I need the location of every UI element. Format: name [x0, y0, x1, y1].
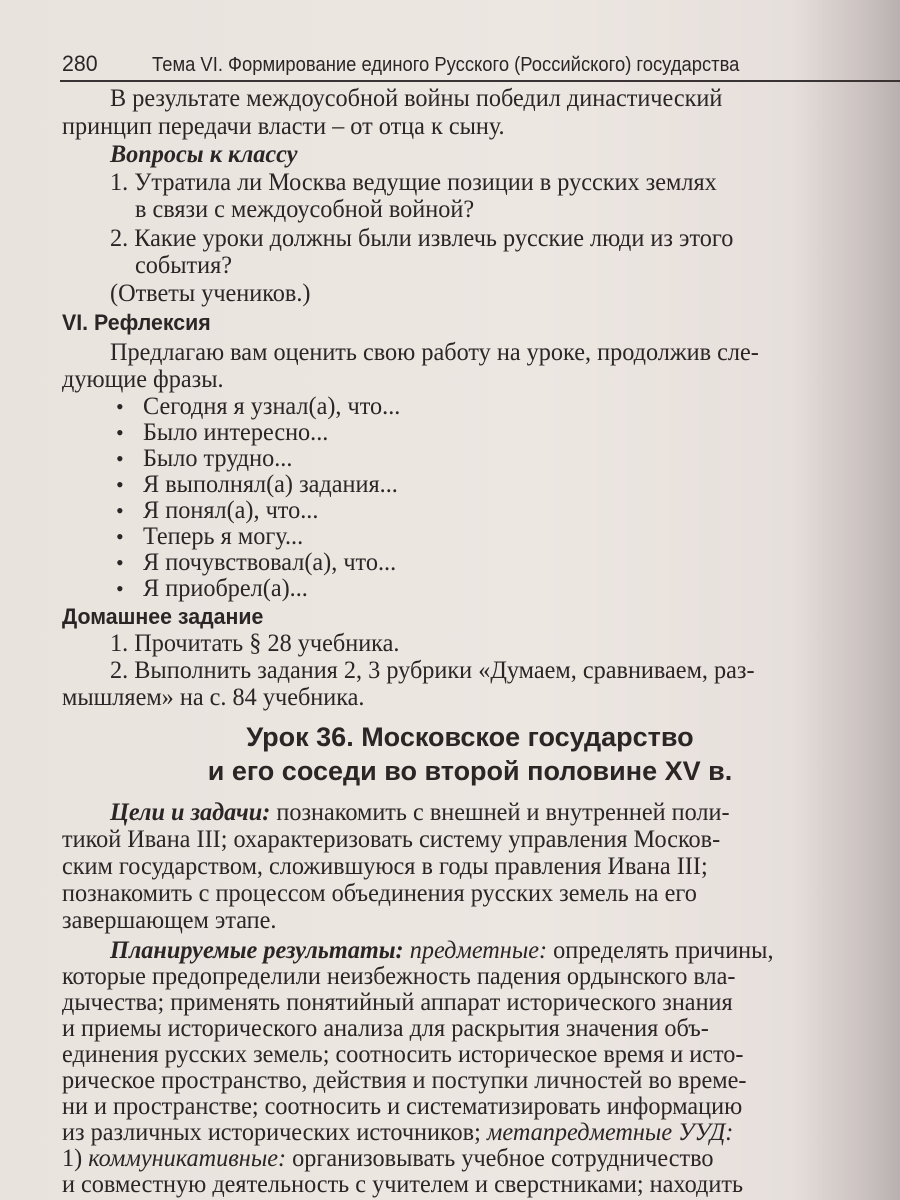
text-segment: Вопросы к классу	[110, 141, 298, 168]
text-segment: определять причины,	[553, 937, 774, 964]
text-line	[110, 142, 298, 167]
text-segment: 1)	[62, 1145, 89, 1172]
header-rule	[60, 80, 900, 82]
text-segment: Я выполнял(а) задания...	[143, 471, 398, 498]
text-line	[62, 908, 276, 933]
text-line	[62, 881, 697, 906]
text-line	[135, 253, 232, 278]
bullet-icon: •	[116, 498, 124, 523]
text-segment: и приемы исторического анализа для раскрытия значения объ-	[62, 1015, 709, 1042]
text-line	[143, 498, 318, 523]
text-line	[110, 281, 311, 306]
text-line	[110, 86, 722, 111]
text-segment: ским государством, сложившуюся в годы правления Ивана III;	[62, 853, 708, 880]
text-line	[62, 114, 505, 139]
text-line	[143, 576, 308, 601]
text-segment: единения русских земель; соотносить историческое время и исто-	[62, 1041, 744, 1068]
text-segment: Теперь я могу...	[143, 523, 304, 550]
text-segment: Предлагаю вам оценить свою работу на уроке, продолжив сле-	[110, 339, 759, 366]
text-segment: Я приобрел(а)...	[143, 575, 308, 602]
text-line	[62, 1094, 742, 1119]
text-line	[62, 685, 364, 710]
text-segment: Цели и задачи:	[110, 799, 277, 826]
text-line	[143, 394, 400, 419]
text-segment: 1. Прочитать § 28 учебника.	[110, 630, 400, 657]
text-segment: 2. Какие уроки должны были извлечь русские люди из этого	[110, 225, 734, 252]
text-line	[62, 1042, 743, 1067]
bullet-icon: •	[116, 524, 124, 549]
page-number: 280	[62, 51, 98, 76]
text-segment: и его соседи во второй половине XV в.	[207, 756, 733, 786]
text-segment: Я почувствовал(а), что...	[143, 549, 397, 576]
text-segment: дующие фразы.	[62, 366, 224, 393]
lesson-title-line	[0, 756, 900, 786]
text-line	[135, 197, 474, 222]
text-segment: (Ответы учеников.)	[110, 280, 311, 307]
text-line	[110, 800, 730, 825]
text-segment: 2. Выполнить задания 2, 3 рубрики «Думаем, сравниваем, раз-	[110, 657, 755, 684]
text-line	[110, 631, 399, 656]
text-line	[143, 420, 328, 445]
bullet-icon: •	[116, 472, 124, 497]
text-line	[143, 550, 396, 575]
text-segment: организовывать учебное сотрудничество	[292, 1145, 714, 1172]
text-line	[62, 990, 733, 1015]
text-segment: Я понял(а), что...	[143, 497, 319, 524]
text-segment: мышляем» на с. 84 учебника.	[62, 684, 365, 711]
text-segment: VI. Рефлексия	[62, 310, 211, 335]
text-segment: 1. Утратила ли Москва ведущие позиции в русских землях	[110, 169, 717, 196]
text-segment: метапредметные УУД:	[486, 1119, 734, 1146]
text-segment: в связи с междоусобной войной?	[135, 196, 475, 223]
lesson-title-line	[0, 722, 900, 752]
text-segment: Урок 36. Московское государство	[246, 722, 694, 752]
text-segment: Сегодня я узнал(а), что...	[143, 393, 401, 420]
text-segment: дычества; применять понятийный аппарат исторического знания	[62, 989, 733, 1016]
text-line	[62, 1172, 743, 1197]
text-line	[62, 1120, 733, 1145]
section-heading	[62, 310, 211, 335]
text-line	[62, 1016, 709, 1041]
text-segment: познакомить с процессом объединения русских земель на его	[62, 880, 697, 907]
text-segment: В результате междоусобной войны победил династический	[110, 85, 723, 112]
text-segment: из различных исторических источников;	[62, 1119, 487, 1146]
text-line	[62, 827, 720, 852]
text-line	[143, 446, 292, 471]
text-segment: и совместную деятельность с учителем и сверстниками; находить	[62, 1171, 744, 1198]
text-line	[143, 472, 398, 497]
bullet-icon: •	[116, 550, 124, 575]
text-segment: Домашнее задание	[62, 604, 264, 629]
text-line	[62, 367, 224, 392]
text-line	[62, 854, 708, 879]
text-line	[110, 170, 717, 195]
text-segment: события?	[135, 252, 233, 279]
bullet-icon: •	[116, 420, 124, 445]
text-segment: Было трудно...	[143, 445, 293, 472]
text-segment: познакомить с внешней и внутренней поли-	[276, 799, 730, 826]
text-line	[62, 1146, 713, 1171]
text-segment: которые предопределили неизбежность падения ордынского вла-	[62, 963, 736, 990]
section-heading	[62, 604, 263, 629]
text-segment: Было интересно...	[143, 419, 329, 446]
text-segment: рическое пространство, действия и поступки личностей во време-	[62, 1067, 747, 1094]
text-segment: принцип передачи власти – от отца к сыну.	[62, 113, 505, 140]
text-line	[62, 964, 735, 989]
text-line	[62, 1068, 746, 1093]
text-line	[110, 938, 774, 963]
text-segment: предметные:	[409, 937, 554, 964]
text-segment: ни и пространстве; соотносить и систематизировать информацию	[62, 1093, 743, 1120]
text-line	[110, 226, 733, 251]
bullet-icon: •	[116, 394, 124, 419]
bullet-icon: •	[116, 446, 124, 471]
bullet-icon: •	[116, 576, 124, 601]
text-line	[143, 524, 303, 549]
text-segment: завершающем этапе.	[62, 907, 277, 934]
text-segment: Планируемые результаты:	[110, 937, 410, 964]
text-segment: коммуникативные:	[88, 1145, 293, 1172]
text-line	[110, 340, 759, 365]
running-header: Тема VI. Формирование единого Русского (Российского) государства	[152, 54, 740, 76]
text-segment: тикой Ивана III; охарактеризовать систему управления Москов-	[62, 826, 721, 853]
text-line	[110, 658, 755, 683]
